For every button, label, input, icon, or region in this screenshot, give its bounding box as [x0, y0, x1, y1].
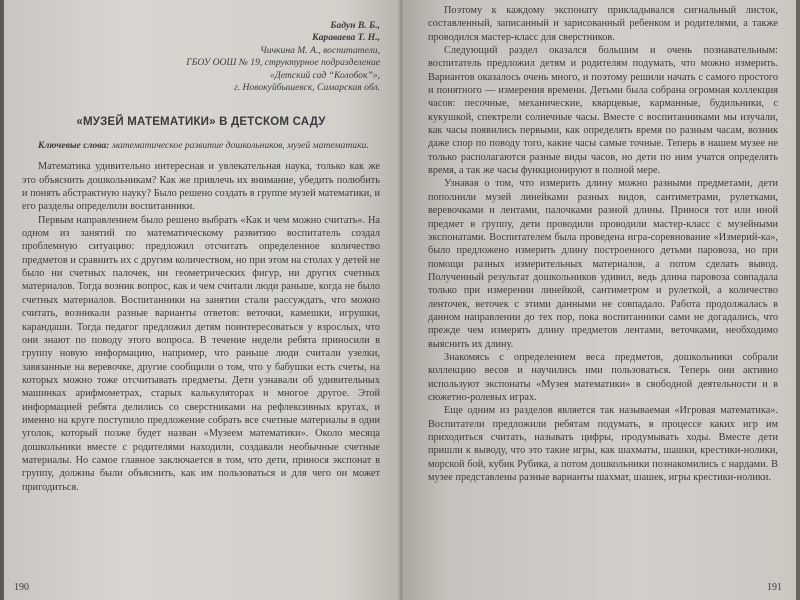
keywords-text: математическое развитие дошкольников, музей математики.	[111, 139, 369, 151]
author-affiliation: «Детский сад “Колобок”»,	[269, 69, 380, 81]
paragraph: Математика удивительно интересная и увлекательная наука, только как же это объяснить дошкольникам? Как же привлечь их внимание, убедить полюбить и понять абстрактную науку? Было решено создать в группе музей математики, и его разделы определили воспитанники.	[22, 161, 380, 213]
keywords-label: Ключевые слова:	[38, 139, 110, 151]
paragraph: Первым направлением было решено выбрать «Как и чем можно считать». На одном из занятий по математическому развитию воспитатель создал проблемную ситуацию: предложил отсчитать определенное количество предметов и сравнить их с другим количеством, но при этом на столах у детей не было ни счетных палочек, ни геометрических фигур, ни других счетных материалов. Тогда возник вопрос, как и чем считали люди раньше, когда не было счетных материалов. Воспитанники на занятии стали рассуждать, что можно считать, возникали разные варианты ответов: веточки, камешки, игрушки, карандаши. Тогда педагог предложил детям поинтересоваться у взрослых, что они знают по поводу этого вопроса. В течение недели ребята приносили в группу новую информацию, например, что раньше люди считали узелки, завязанные на веревочке, другие сообщили о том, что у бабушки есть счеты, на которых можно тоже отсчитывать предметы. Дети узнавали об удивительных машинках арифмометрах, старых калькуляторах и многое другое. Этой информацией ребята делились со сверстниками на рефлексивных кругах, и именно на круге поступило предложение собрать все счетные материалы в одни уголок, который позже будет назван «Музеем математики». Около месяца дошкольники вместе с родителями находили, создавали необычные счетные материалы. Но самое главное заключается в том, что дети, принося экспонат в группу, должны были объяснить, как им пользоваться и для чего он может пригодиться.	[22, 214, 380, 493]
author-affiliation: ГБОУ ООШ № 19, структурное подразделение	[186, 57, 380, 69]
left-body	[22, 160, 380, 494]
article-title: «МУЗЕЙ МАТЕМАТИКИ» В ДЕТСКОМ САДУ	[76, 116, 326, 129]
author-line	[142, 45, 380, 57]
page-number-right: 191	[767, 581, 782, 593]
paragraph: Знакомясь с определением веса предметов, дошкольники собрали коллекцию весов и научились ими пользоваться. Теперь они активно используют экспонаты «Музея математики» в свободной деятельности и в сюжетно-ролевых играх.	[428, 351, 778, 403]
author-line	[142, 82, 380, 94]
paragraph: Поэтому к каждому экспонату прикладывался сигнальный листок, составленный, записанный и зарисованный ребенком и родителями, а также проводился мастер-класс для сверстников.	[428, 5, 778, 43]
author-location: г. Новокуйбышевск, Самарская обл.	[234, 82, 380, 94]
author-line	[142, 70, 380, 82]
author-position: Чичкина М. А., воспитатели,	[260, 44, 380, 56]
author-line	[142, 20, 380, 32]
paragraph: Еще одним из разделов является так называемая «Игровая математика». Воспитатели предложили ребятам подумать, в процессе каких игр им приходиться считать, называть цифры, продумывать ходы. Вместе дети пришли к выводу, что это такие игры, как шахматы, шашки, крестики-нолики, морской бой, кубик Рубика, а потом дошкольники познакомились с нардами. В музее представлены разные варианты шахмат, шашек, игры крестики-нолики.	[428, 405, 778, 484]
right-page	[402, 0, 796, 600]
author-line	[142, 32, 380, 44]
author-name: Бадун В. Б.,	[330, 20, 380, 31]
right-body	[428, 4, 778, 484]
authors-block	[142, 20, 380, 94]
paragraph: Следующий раздел оказался большим и очень познавательным: воспитатель предложил детям и родителям подумать, что можно измерить. Вариантов оказалось очень много, и поэтому решили начать с самого простого и понятного — измерения времени. Детьми была собрана огромная коллекция часов: песочные, механические, кварцевые, карманные, будильники, с кукушкой, спектрели солнечные часы. Вместе с воспитанниками мы изучали, как часы появились первыми, как определять время по разным часам, возник даже спор по поводу того, какие часы самые точные. Теперь в нашем музее не только располагаются разные виды часов, но дети по ним учатся определять время, а так же часы функционируют в полной мере.	[428, 45, 778, 177]
paragraph: Узнавая о том, что измерить длину можно разными предметами, дети пополнили музей линейками разных видов, сантиметрами, рулетками, веревочками и лентами, палочками разной длины. Принося тот или иной предмет в группу, дети проводили проводили мастер-класс с музейными экспонатами. Воспитателем была проведена игра-соревнование «Измерий-ка», было предложено измерить длину построенного детьми паровоза, но при помощи разных измерительных материалов, а потом сделать вывод. Полученный результат дошкольников удивил, ведь длина паровоза совпадала только при измерении линейкой, сантиметром и рулеткой, а количество ленточек, веточек с этими данными не совпадало. Работа продолжалась в данном направлении до тех пор, пока воспитанники сами не догадались, что прежде чем измерять длину предметов лентами, веточками, необходимо выяснить их длину.	[428, 178, 778, 350]
left-page	[4, 0, 402, 600]
page-number-left: 190	[14, 581, 29, 593]
author-line	[142, 57, 380, 69]
author-name: Караваева Т. Н.,	[312, 32, 380, 44]
keywords	[22, 140, 380, 153]
